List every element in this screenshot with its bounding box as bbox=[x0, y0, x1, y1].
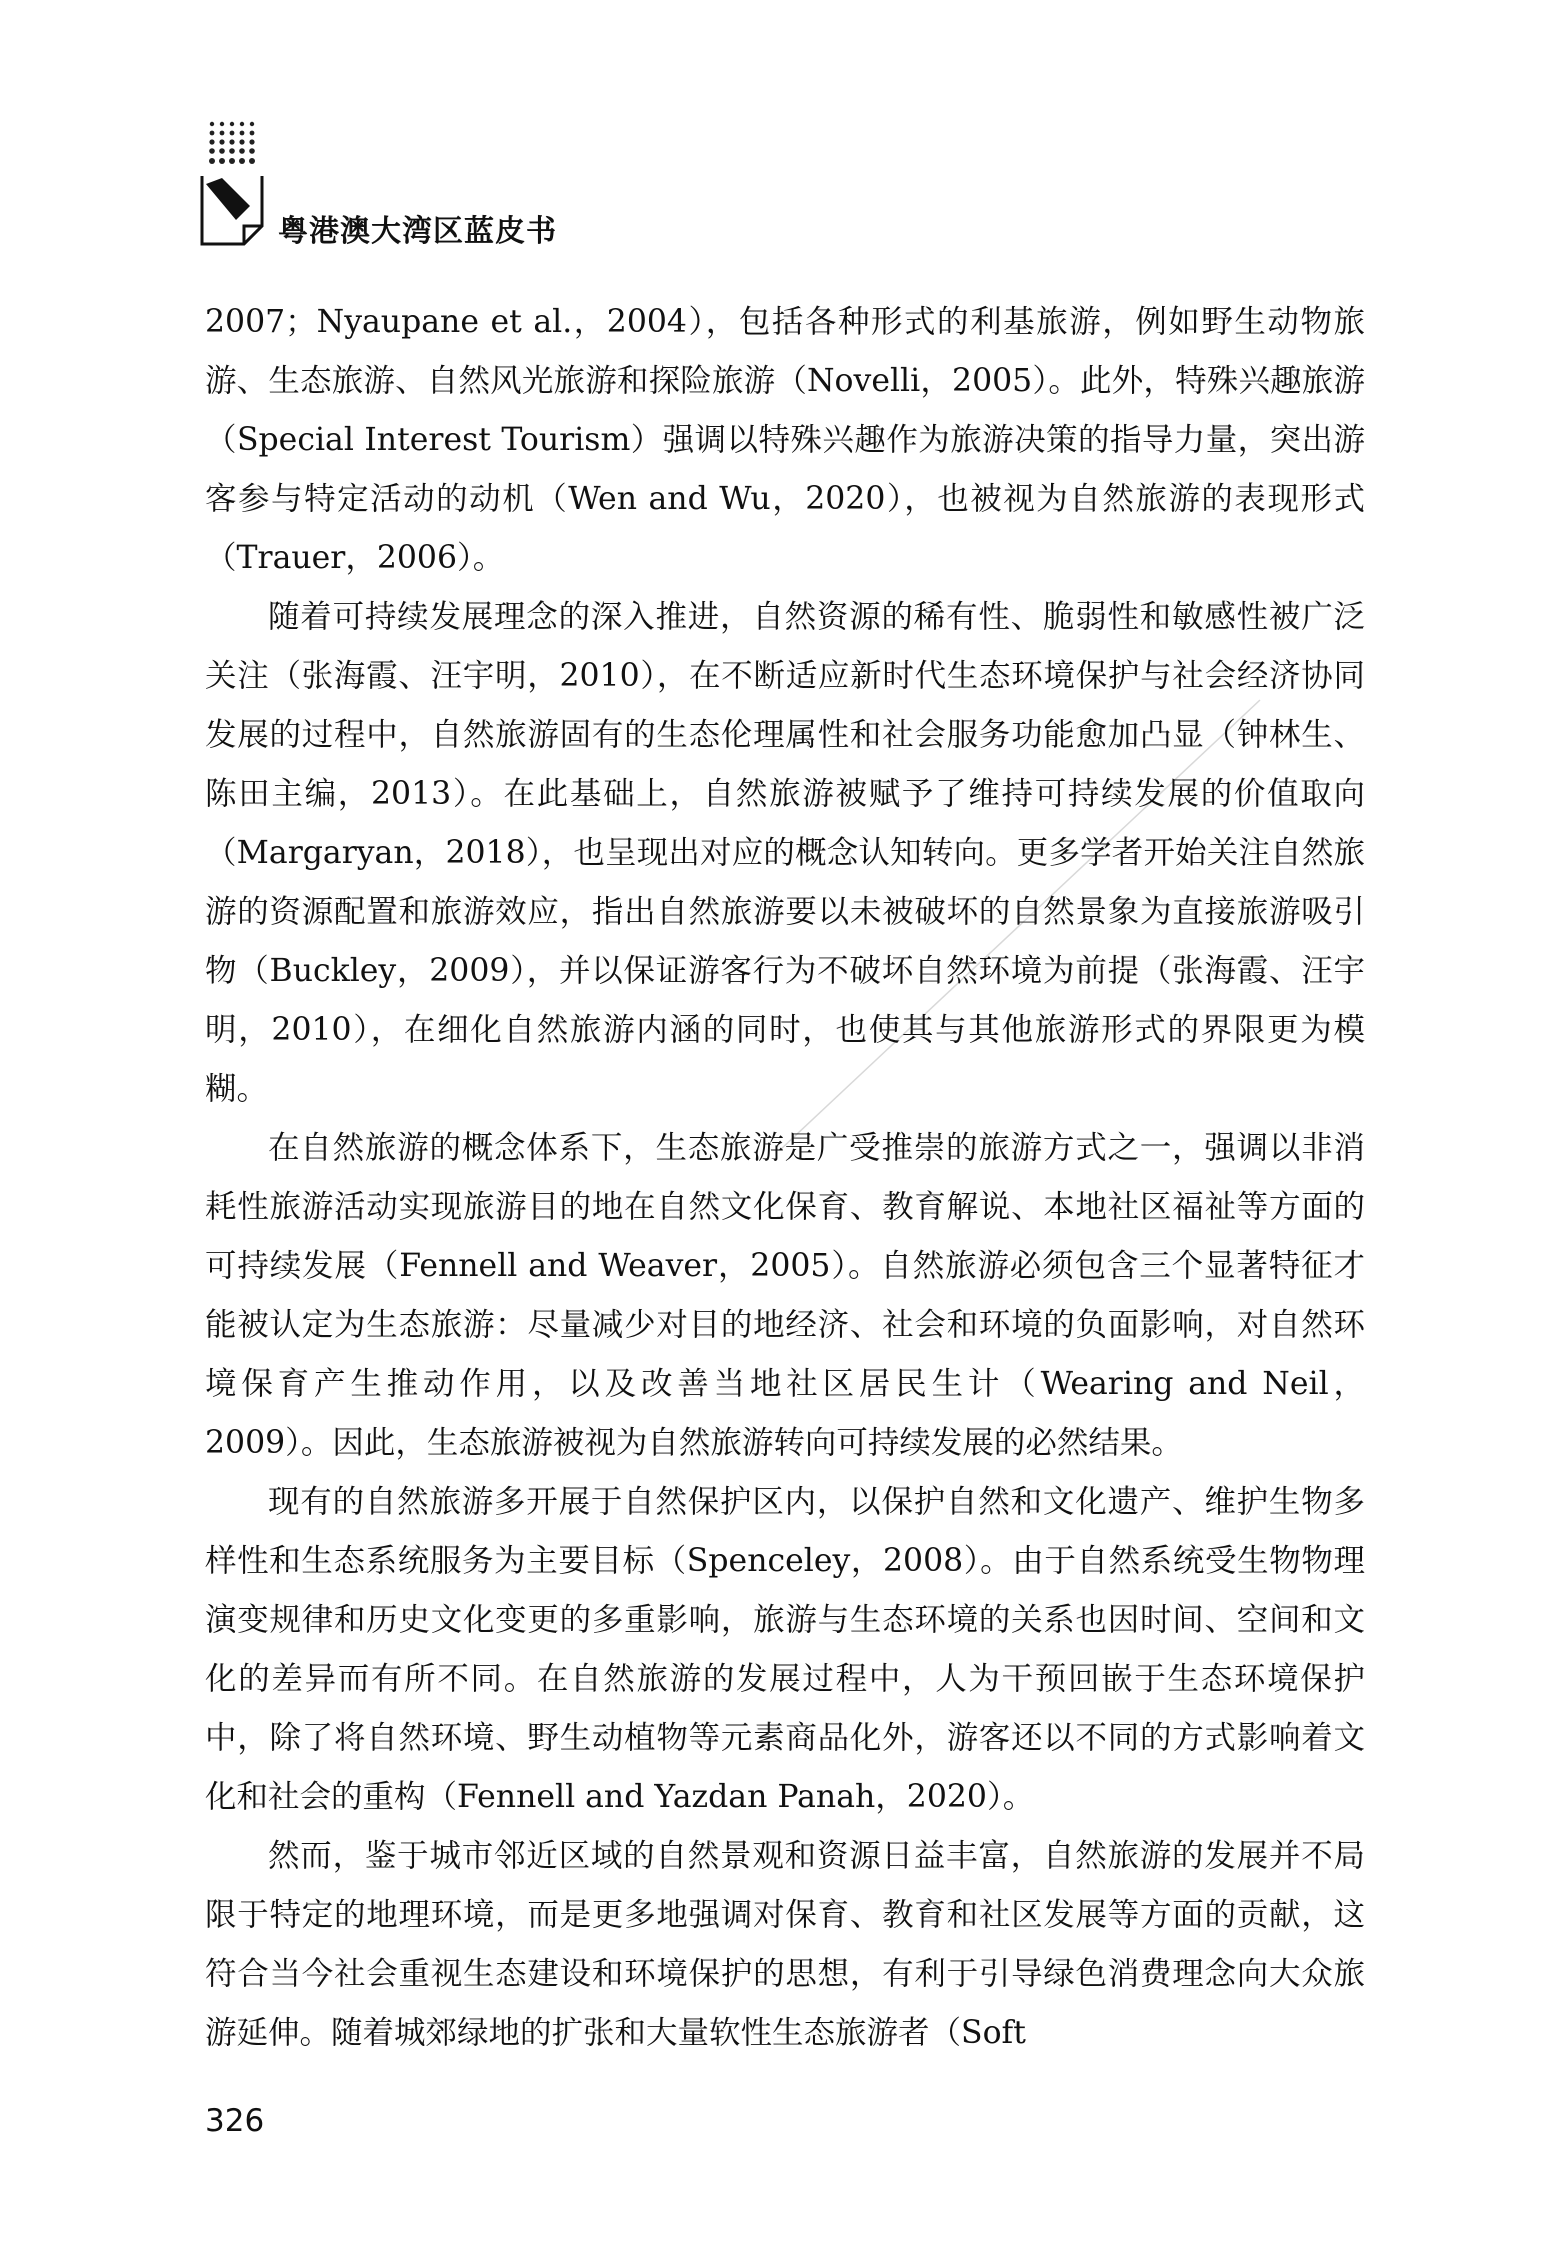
paragraph-2: 随着可持续发展理念的深入推进，自然资源的稀有性、脆弱性和敏感性被广泛关注（张海霞、汪宇明，2010），在不断适应新时代生态环境保护与社会经济协同发展的过程中，自然旅游固有的生态伦理属性和社会服务功能愈加凸显（钟林生、陈田主编，2013）。在此基础上，自然旅游被赋予了维持可持续发展的价值取向（Margaryan，2018），也呈现出对应的概念认知转向。更多学者开始关注自然旅游的资源配置和旅游效应，指出自然旅游要以未被破坏的自然景象为直接旅游吸引物（Buckley，2009），并以保证游客行为不破坏自然环境为前提（张海霞、汪宇明，2010），在细化自然旅游内涵的同时，也使其与其他旅游形式的界限更为模糊。 bbox=[205, 599, 1365, 1107]
paragraph-5: 然而，鉴于城市邻近区域的自然景观和资源日益丰富，自然旅游的发展并不局限于特定的地理环境，而是更多地强调对保育、教育和社区发展等方面的贡献，这符合当今社会重视生态建设和环境保护的思想，有利于引导绿色消费理念向大众旅游延伸。随着城郊绿地的扩张和大量软性生态旅游者（Soft bbox=[205, 1838, 1365, 2051]
paragraph-4: 现有的自然旅游多开展于自然保护区内，以保护自然和文化遗产、维护生物多样性和生态系统服务为主要目标（Spenceley，2008）。由于自然系统受生物物理演变规律和历史文化变更的多重影响，旅游与生态环境的关系也因时间、空间和文化的差异而有所不同。在自然旅游的发展过程中，人为干预回嵌于生态环境保护中，除了将自然环境、野生动植物等元素商品化外，游客还以不同的方式影响着文化和社会的重构（Fennell and Yazdan Panah，2020）。 bbox=[205, 1484, 1365, 1815]
body-text bbox=[205, 293, 1365, 2063]
paragraph-1: 2007；Nyaupane et al.，2004），包括各种形式的利基旅游，例如野生动物旅游、生态旅游、自然风光旅游和探险旅游（Novelli，2005）。此外，特殊兴趣旅游（Special Interest Tourism）强调以特殊兴趣作为旅游决策的指导力量，突出游客参与特定活动的动机（Wen and Wu，2020），也被视为自然旅游的表现形式（Trauer，2006）。 bbox=[205, 304, 1365, 576]
page-number: 326 bbox=[205, 2103, 265, 2139]
dot-pattern-icon bbox=[208, 120, 260, 170]
book-title: 粤港澳大湾区蓝皮书 bbox=[278, 214, 557, 249]
running-header bbox=[200, 120, 600, 260]
paragraph-3: 在自然旅游的概念体系下，生态旅游是广受推崇的旅游方式之一，强调以非消耗性旅游活动实现旅游目的地在自然文化保育、教育解说、本地社区福祉等方面的可持续发展（Fennell and Weaver，2005）。自然旅游必须包含三个显著特征才能被认定为生态旅游：尽量减少对目的地经济、社会和环境的负面影响，对自然环境保育产生推动作用，以及改善当地社区居民生计（Wearing and Neil，2009）。因此，生态旅游被视为自然旅游转向可持续发展的必然结果。 bbox=[205, 1130, 1365, 1461]
book-series-emblem-icon bbox=[200, 172, 264, 248]
